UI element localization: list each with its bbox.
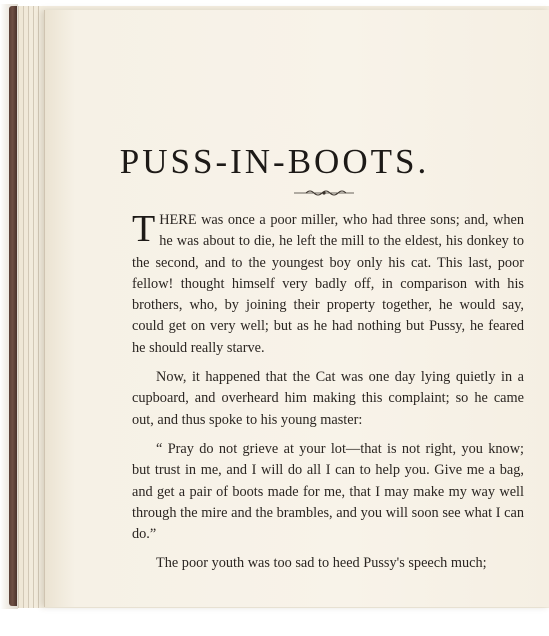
scroll-ornament-icon [292, 188, 356, 198]
paragraph-1-text: HERE was once a poor miller, who had three sons; and, when he was about to die, he left the mill to the eldest, his donkey to the second, and to the youngest boy only his cat. This last, poor fellow! thought himself very badly off, in comparison with his brothers, who, by joining their property together, he would say, could get on very well; but as he had nothing but Pussy, he feared he should really starve. [132, 212, 524, 356]
paragraph-1 [132, 210, 524, 359]
page-title: PUSS-IN-BOOTS. [119, 142, 430, 181]
paragraph-4: The poor youth was too sad to heed Pussy's speech much; [156, 555, 487, 572]
paragraph-2: Now, it happened that the Cat was one day lying quietly in a cupboard, and overheard him making this complaint; so he came out, and thus spoke to his young master: [132, 369, 524, 428]
paragraph-3: “ Pray do not grieve at your lot—that is not right, you know; but trust in me, and I will do all I can to help you. Give me a bag, and get a pair of boots made for me, that I may make my way well through the mire and the brambles, and you will soon see what I can do.” [132, 440, 524, 543]
story-text [132, 210, 524, 583]
drop-cap: T [132, 208, 156, 250]
